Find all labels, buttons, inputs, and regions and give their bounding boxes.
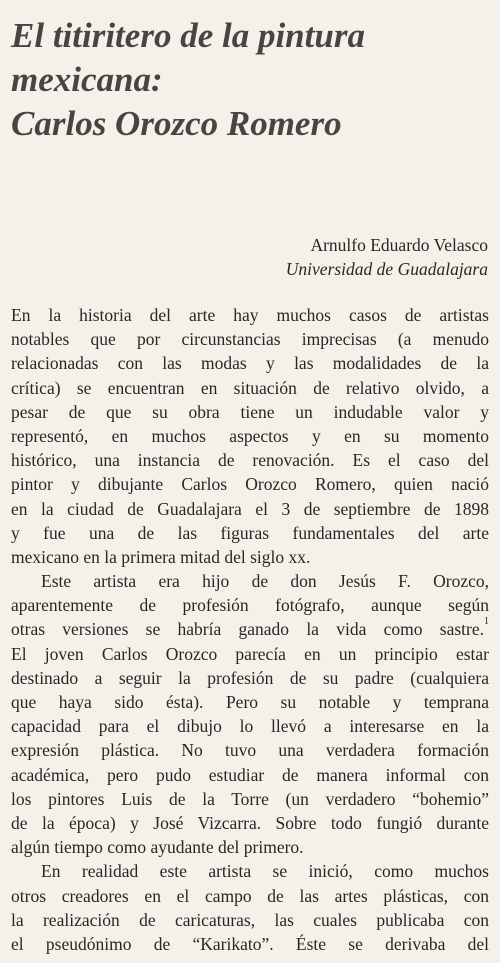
text-line: capacidad para el dibujo lo llevó a interesarse en la: [11, 716, 489, 737]
text-line: En realidad este artista se inició, como muchos: [41, 861, 489, 882]
text-line: El joven Carlos Orozco parecía en un principio estar: [11, 643, 489, 664]
text-line: destinado a seguir la profesión de su padre (cualquiera: [11, 667, 489, 688]
text-line: otros creadores en el campo de las artes plásticas, con: [11, 885, 489, 906]
text-line: histórico, una instancia de renovación. Es el caso del: [11, 450, 489, 471]
text-line: relacionadas con las modas y las modalidades de la: [11, 353, 489, 374]
text-line: aparentemente de profesión fotógrafo, aunque según: [11, 595, 489, 616]
author-affiliation: Universidad de Guadalajara: [285, 259, 488, 279]
text-line: algún tiempo como ayudante del primero.: [11, 837, 304, 858]
text-line-with-footnote: [11, 617, 489, 641]
text-line: crítica) se encuentran en situación de relativo olvido, a: [11, 377, 489, 398]
text-line: expresión plástica. No tuvo una verdadera formación: [11, 740, 489, 761]
text-line: y fue una de las figuras fundamentales del arte: [11, 522, 489, 543]
text-line: Este artista era hijo de don Jesús F. Orozco,: [41, 571, 489, 592]
text-line: otras versiones se habría ganado la vida como sastre.: [11, 619, 484, 640]
article-title: [11, 14, 491, 146]
title-line: mexicana:: [11, 60, 163, 99]
text-line: pesar de que su obra tiene un indudable valor y: [11, 401, 489, 422]
text-line: que haya sido ésta). Pero su notable y temprana: [11, 692, 489, 712]
text-line: el pseudónimo de “Karikato”. Éste se derivaba del: [11, 933, 489, 954]
footnote-marker: 1: [484, 616, 489, 628]
text-line: la realización de caricaturas, las cuales publicaba con: [11, 909, 489, 930]
text-line: académica, pero pudo estudiar de manera informal con: [11, 764, 489, 785]
text-line: notables que por circunstancias imprecisas (a menudo: [11, 329, 489, 350]
text-line: de la época) y José Vizcarra. Sobre todo fungió durante: [11, 812, 489, 833]
text-line: representó, en muchos aspectos y en su momento: [11, 425, 489, 446]
text-line: pintor y dibujante Carlos Orozco Romero, quien nació: [11, 474, 489, 495]
byline: [286, 233, 488, 281]
text-line: en la ciudad de Guadalajara el 3 de septiembre de 1898: [11, 498, 489, 519]
text-line: los pintores Luis de la Torre (un verdadero “bohemio”: [11, 788, 489, 809]
text-line: En la historia del arte hay muchos casos de artistas: [11, 305, 489, 325]
text-line: mexicano en la primera mitad del siglo xx.: [11, 546, 311, 567]
author-name: Arnulfo Eduardo Velasco: [310, 235, 488, 255]
title-line: Carlos Orozco Romero: [11, 104, 342, 143]
article-body: [11, 303, 489, 956]
title-line: El titiritero de la pintura: [11, 16, 365, 55]
